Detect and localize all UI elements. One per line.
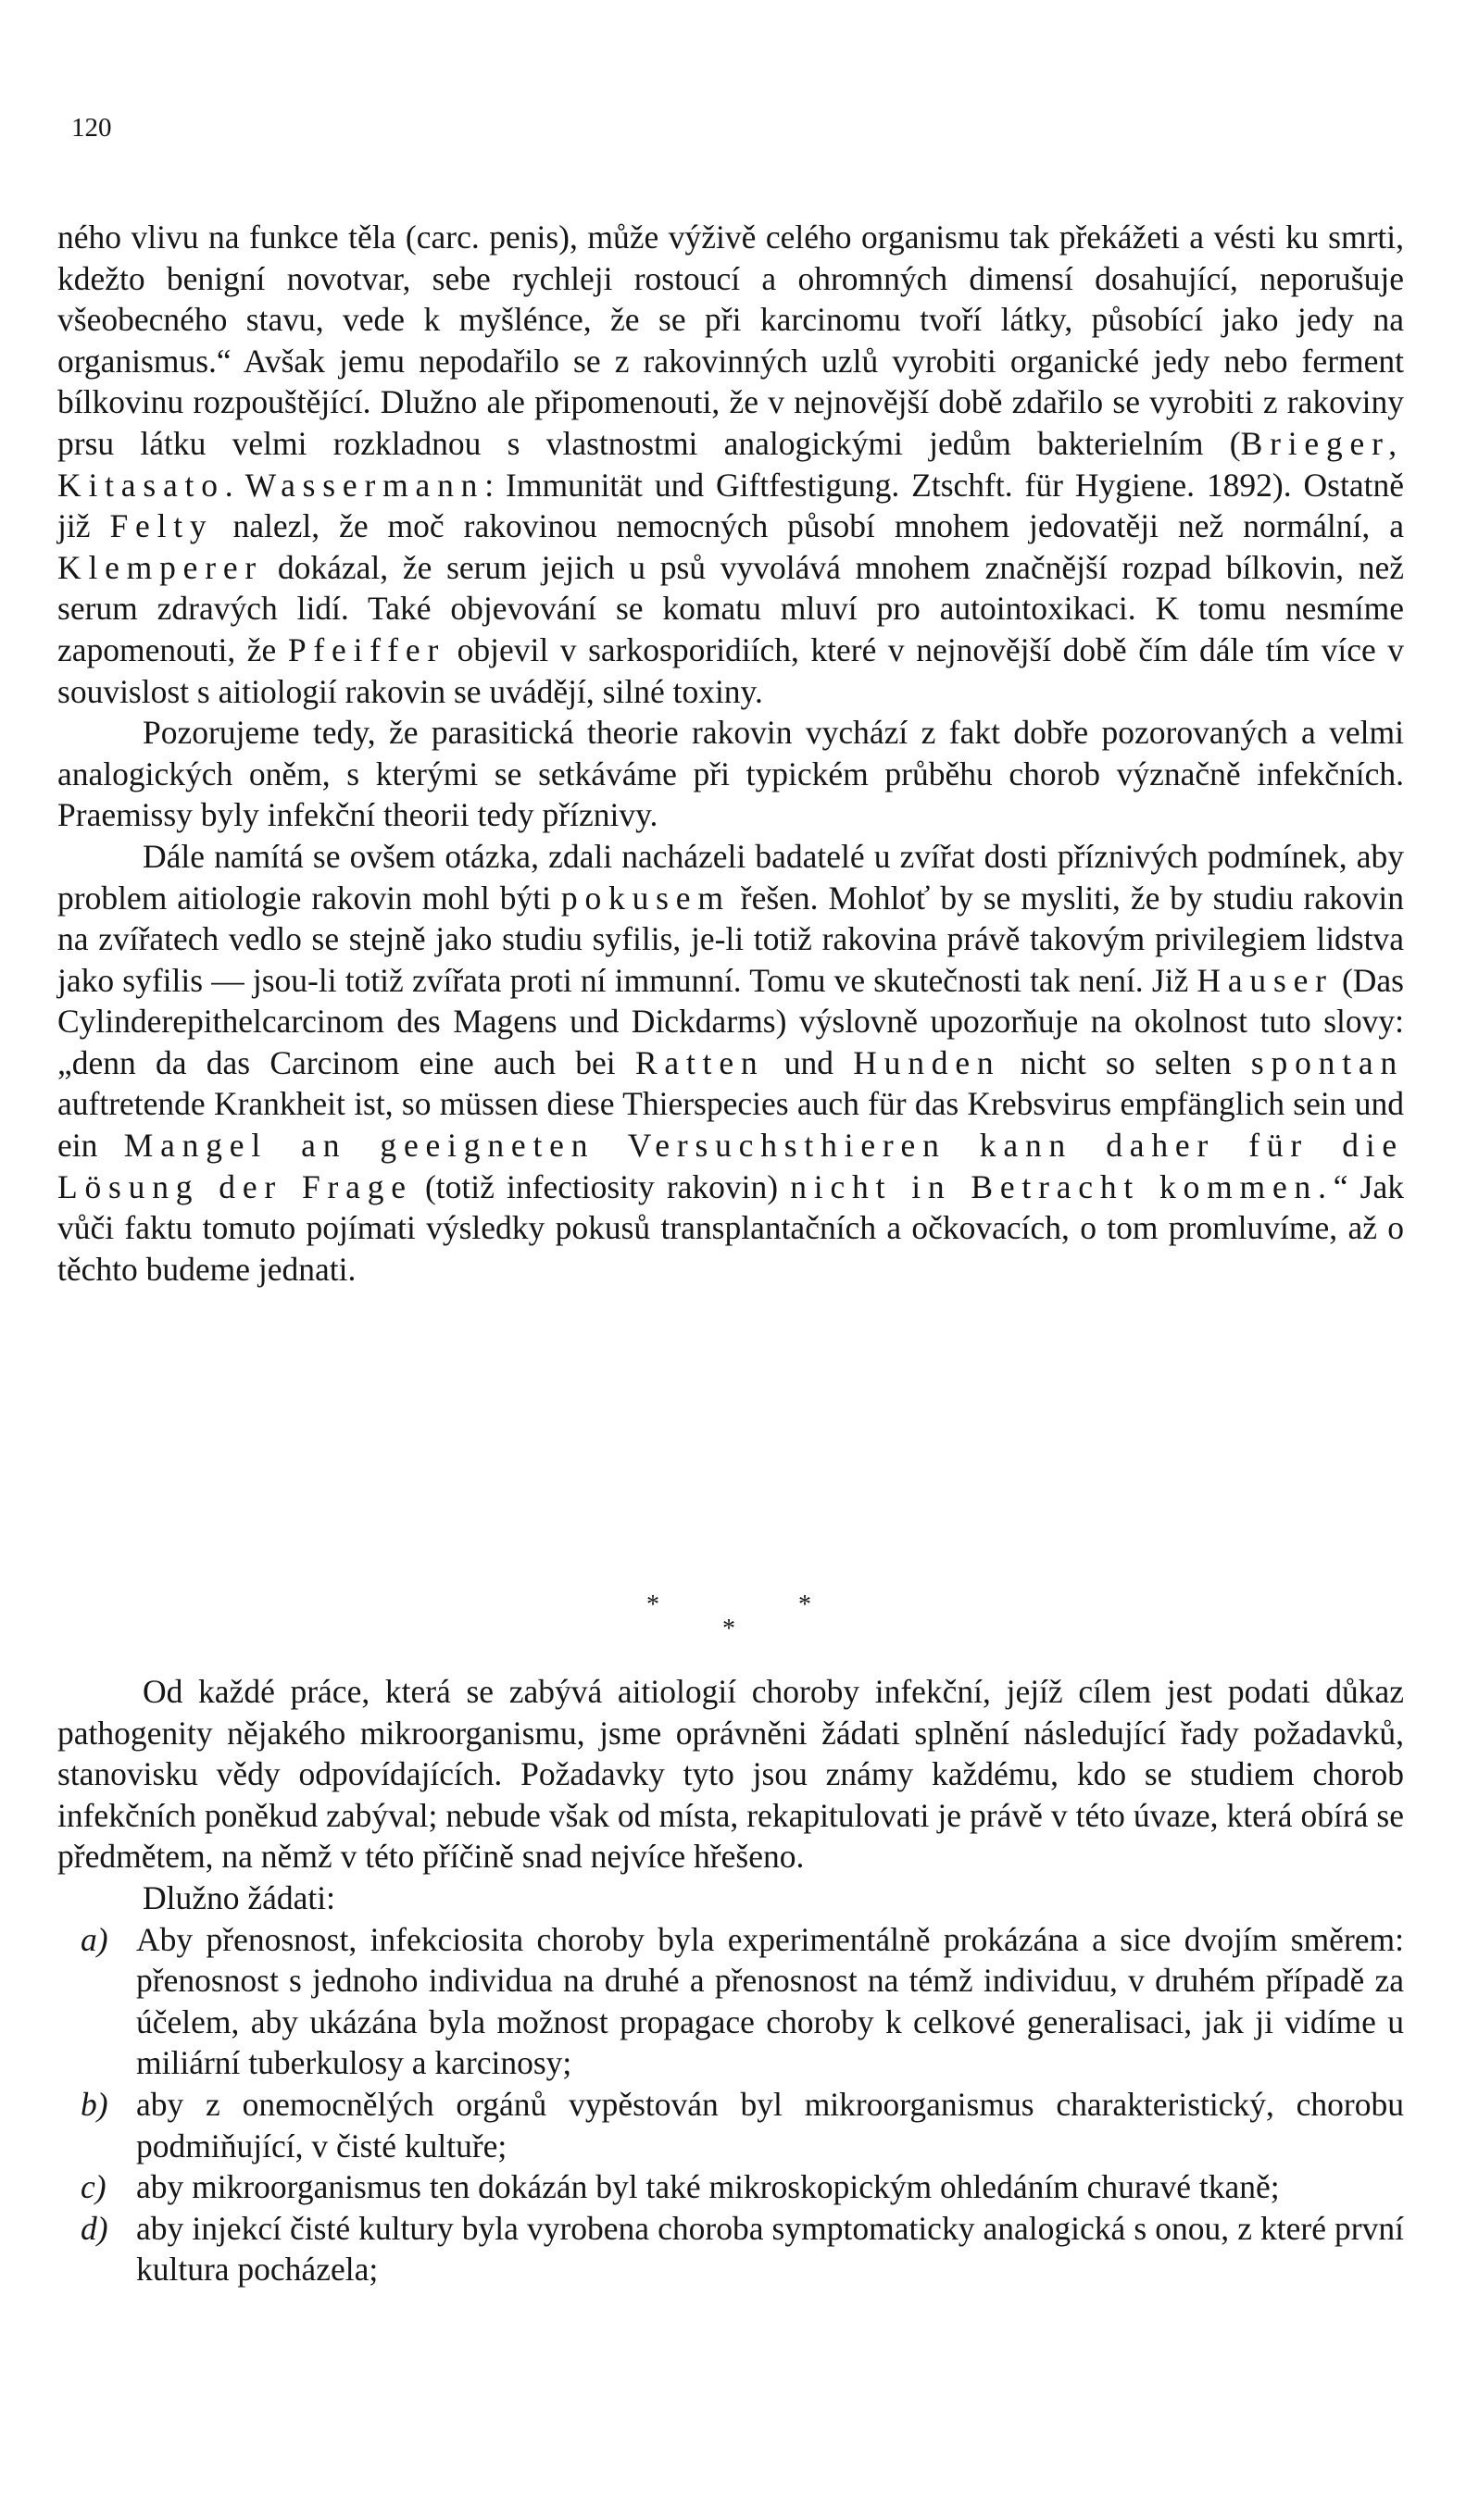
paragraph-continuation	[57, 217, 1404, 712]
list-marker: b)	[81, 2085, 108, 2123]
requirements-list	[57, 1919, 1404, 2290]
spaced-emphasis: nicht in Betracht kommen.	[790, 1167, 1334, 1205]
text-run: (Das Cylinderepithelcarcinom des Magens und Dickdarms) výslovně upozorňuje na okolnost tuto slovy: „denn da das Carcinom eine auch bei	[57, 961, 1405, 1081]
list-marker: d)	[81, 2209, 108, 2247]
spaced-emphasis: pokusem	[560, 879, 731, 917]
spaced-emphasis: Ratten	[634, 1043, 765, 1081]
text-run: (totiž infectiosity rakovin)	[412, 1167, 791, 1205]
text-run: řešen. Mohloť by se mysliti, že by studiu rakovin na zvířatech vedlo se stejně jako studiu syfilis, je-li totiž rakovina právě takovým privilegiem lidstva jako syfilis — jsou-li totiž zvířata proti ní immunní. Tomu ve skutečnosti tak není. Již	[57, 879, 1404, 999]
list-item-text: Aby přenosnost, infekciosita choroby byla experimentálně prokázána a sice dvojím směrem: přenosnost s jednoho individua na druhé a přenosnost na témž individuu, v druhém případě za účelem, aby ukázána byla možnost propagace choroby k celkové generalisaci, jak ji vidíme u miliární tuberkulosy a karcinosy;	[136, 1920, 1404, 2082]
spaced-author-name: Hauser	[1197, 961, 1334, 999]
asterisk-right: *	[798, 1591, 811, 1619]
list-item-text: aby injekcí čisté kultury byla vyrobena choroba symptomaticky analogická s onou, z které první kultura pocházela;	[136, 2209, 1404, 2289]
spaced-author-names: Brieger, Kitasato	[57, 424, 1404, 504]
paragraph	[57, 836, 1404, 1291]
list-item	[57, 2166, 1404, 2208]
spaced-author-name: Klemperer	[57, 548, 264, 586]
spaced-emphasis: Mangel an geeigneten Versuchsthieren kann daher für die Lösung der Frage	[57, 1127, 1404, 1205]
list-item-text: aby z onemocnělých orgánů vypěstován byl mikroorganismus charakteristický, chorobu podmiňující, v čisté kultuře;	[136, 2085, 1404, 2164]
page-number: 120	[71, 113, 112, 143]
text-run: objevil v sarkosporidiích, které v nejnovější době čím dále tím více v souvislost s aitiologií rakovin se uvádějí, silné toxiny.	[57, 630, 1405, 710]
text-run: ného vlivu na funkce těla (carc. penis), může výživě celého organismu tak překážeti a vésti ku smrti, kdežto benigní novotvar, sebe rychleji rostoucí a ohromných dimensí dosahující, neporušuje všeobecného stavu, vede k myšlénce, že se při karcinomu tvoří látky, působící jako jedy na organismus.“ Avšak jemu nepodařilo se z rakovinných uzlů vyrobiti organické jedy nebo ferment bílkovinu rozpouštějící. Dlužno ale připomenouti, že v nejnovější době zdařilo se vyrobiti z rakoviny prsu látku velmi rozkladnou s vlastnostmi analogickými jedům bakterielním (	[57, 218, 1404, 462]
text-run: Dále namítá se ovšem otázka, zdali nacházeli badatelé u zvířat dosti příznivých podmínek, aby problem aitiologie rakovin mohl býti	[57, 837, 1404, 917]
text-run: dokázal, že serum jejich u psů vyvolává mnohem značnější rozpad bílkovin, než serum zdravých lidí. Také objevování se komatu mluví pro autointoxikaci. K tomu nesmíme zapomenouti, že	[57, 548, 1404, 668]
asterisk-left: *	[646, 1591, 659, 1619]
text-run: nalezl, že moč rakovinou nemocných působí mnohem jedovatěji než normální, a	[213, 507, 1405, 545]
list-item-text: aby mikroorganismus ten dokázán byl také mikroskopickým ohledáním churavé tkaně;	[136, 2168, 1280, 2206]
spaced-author-name: Felty	[109, 507, 214, 545]
spaced-author-name: Pfeiffer	[287, 630, 446, 668]
text-run: nicht so selten	[1000, 1043, 1251, 1081]
text-run: auftretende Krankheit ist, so müssen diese Thierspecies auch für das Krebsvirus empfänglich sein und ein	[57, 1085, 1404, 1165]
spaced-emphasis: Hunden	[853, 1043, 1001, 1081]
asterisk-middle: *	[722, 1615, 735, 1643]
paragraph: Od každé práce, která se zabývá aitiologií choroby infekční, jejíž cílem jest podati důkaz pathogenity nějakého mikroorganismu, jsme oprávněni žádati splnění následující řady požadavků, stanovisku vědy odpovídajících. Požadavky tyto jsou známy každému, kdo se studiem chorob infekčních poněkud zabýval; nebude však od místa, rekapitulovati je právě v této úvaze, která obírá se předmětem, na němž v této příčině snad nejvíce hřešeno.	[57, 1673, 1404, 1876]
paragraph: Pozorujeme tedy, že parasitická theorie rakovin vychází z fakt dobře pozorovaných a velmi analogických oněm, s kterými se setkáváme při typickém průběhu chorob význačně infekčních. Praemissy byly infekční theorii tedy příznivy.	[57, 714, 1404, 834]
text-section-1	[57, 217, 1404, 1290]
list-item	[57, 2208, 1404, 2290]
text-run: : Immunität und Giftfestigung. Ztschft. für Hygiene. 1892). Ostatně již	[57, 466, 1404, 545]
text-run: “ Jak vůči faktu tomuto pojímati výsledky pokusů transplantačních a očkovacích, o tom promluvíme, až o těchto budeme jednati.	[57, 1167, 1404, 1288]
spaced-emphasis: spontan	[1250, 1043, 1405, 1081]
spaced-author-name: Wassermann	[244, 466, 485, 504]
list-item	[57, 1919, 1404, 2084]
text-section-2	[57, 1671, 1404, 2290]
paragraph-lead: Dlužno žádati:	[143, 1878, 335, 1916]
text-run: und	[764, 1043, 854, 1081]
text-run: .	[224, 466, 245, 504]
list-marker: c)	[81, 2168, 107, 2206]
list-item	[57, 2084, 1404, 2166]
section-separator	[0, 1591, 1466, 1646]
list-marker: a)	[81, 1920, 108, 1958]
